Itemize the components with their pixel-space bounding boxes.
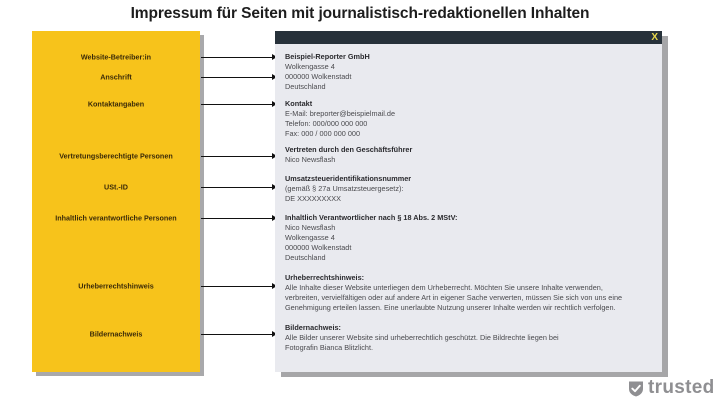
arrow-connector [201,187,274,188]
label-box [32,31,200,372]
arrow-connector [201,77,274,78]
section-heading: Umsatzsteueridentifikationsnummer [285,174,412,183]
trusted-wordmark: trusted [648,377,715,398]
page-title: Impressum für Seiten mit journalistisch-redaktionellen Inhalten [130,5,590,22]
section-heading: Beispiel-Reporter GmbH [285,52,370,61]
close-icon[interactable]: X [651,32,658,43]
label-website-betreiber: Website-Betreiber:in [80,52,152,62]
arrow-connector [201,286,274,287]
section-heading: Bildernachweis: [285,323,341,332]
section-line: Nico Newsflash [285,155,336,164]
section-line: DE XXXXXXXXX [285,194,341,203]
section-line: Deutschland [285,253,326,262]
label-ust-id: USt.-ID [104,182,128,192]
section-verantwortlicher [285,213,655,263]
section-line: Fotografin Bianca Blitzlicht. [285,343,374,352]
section-line: (gemäß § 27a Umsatzsteuergesetz): [285,184,404,193]
section-line: Deutschland [285,82,326,91]
section-line: Genehmigung erteilen lassen. Eine unerlaubte Nutzung unserer Inhalte werden wir rechtlich verfolgen. [285,303,616,312]
section-heading: Inhaltlich Verantwortlicher nach § 18 Abs. 2 MStV: [285,213,458,222]
section-bildernachweis [285,323,655,353]
section-line: E-Mail: breporter@beispielmail.de [285,109,396,118]
section-line: 000000 Wolkenstadt [285,72,352,81]
label-anschrift: Anschrift [100,72,132,82]
arrow-connector [201,218,274,219]
section-line: Fax: 000 / 000 000 000 [285,129,361,138]
section-line: Nico Newsflash [285,223,336,232]
arrow-connector [201,334,274,335]
section-heading: Urheberrechtshinweis: [285,273,365,282]
arrow-connector [201,156,274,157]
arrow-connector [201,104,274,105]
label-bildernachweis: Bildernachweis [89,329,143,339]
label-vertretungsberechtigte: Vertretungsberechtigte Personen [59,151,173,161]
label-kontaktangaben: Kontaktangaben [87,99,145,109]
trusted-logo [628,378,715,398]
section-urheberrecht [285,273,655,313]
impressum-panel [275,31,662,372]
section-line: Telefon: 000/000 000 000 [285,119,368,128]
section-line: Alle Inhalte dieser Website unterliegen dem Urheberrecht. Möchten Sie unsere Inhalte verwenden, [285,283,603,292]
section-line: 000000 Wolkenstadt [285,243,352,252]
label-urheberrechtshinweis: Urheberrechtshinweis [78,281,154,291]
shield-check-icon [628,380,644,397]
section-heading: Kontakt [285,99,313,108]
section-ust-id [285,174,655,204]
section-line: Wolkengasse 4 [285,62,335,71]
section-line: verbreiten, vervielfältigen oder auf andere Art in eigener Sache verwerten, müssen Sie sich von uns eine [285,293,623,302]
label-inhaltlich-verantwortliche: Inhaltlich verantwortliche Personen [55,213,177,223]
section-kontakt [285,99,655,139]
panel-header [275,31,662,44]
section-line: Wolkengasse 4 [285,233,335,242]
section-vertreten [285,145,655,165]
section-line: Alle Bilder unserer Website sind urheberrechtlich geschützt. Die Bildrechte liegen bei [285,333,559,342]
section-heading: Vertreten durch den Geschäftsführer [285,145,413,154]
arrow-connector [201,57,274,58]
section-betreiber [285,52,655,92]
